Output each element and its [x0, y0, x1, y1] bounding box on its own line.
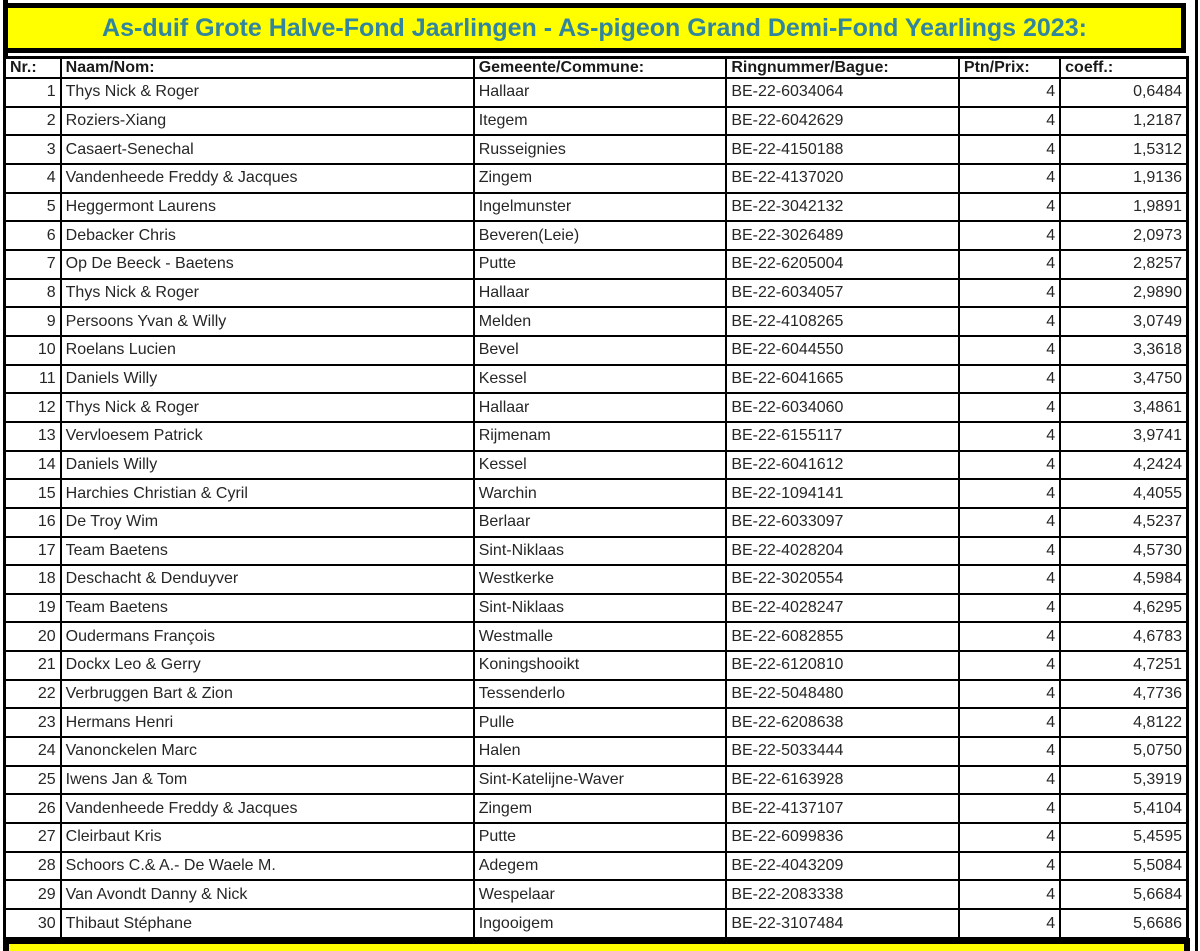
cell-commune: Sint-Niklaas	[474, 594, 727, 623]
cell-name: Team Baetens	[61, 594, 474, 623]
cell-coeff: 3,0749	[1060, 307, 1187, 336]
cell-commune: Pulle	[474, 708, 727, 737]
cell-coeff: 3,9741	[1060, 422, 1187, 451]
table-row	[5, 594, 1188, 623]
cell-ptn: 4	[959, 164, 1060, 193]
cell-ring: BE-22-5048480	[726, 680, 959, 709]
table-row	[5, 651, 1188, 680]
cell-nr: 8	[5, 279, 61, 308]
cell-name: Debacker Chris	[61, 221, 474, 250]
table-row	[5, 794, 1188, 823]
cell-commune: Putte	[474, 250, 727, 279]
table-row	[5, 307, 1188, 336]
cell-nr: 30	[5, 909, 61, 938]
cell-ring: BE-22-6034057	[726, 279, 959, 308]
cell-nr: 28	[5, 852, 61, 881]
cell-commune: Hallaar	[474, 393, 727, 422]
cell-ptn: 4	[959, 622, 1060, 651]
table-row	[5, 365, 1188, 394]
cell-name: Schoors C.& A.- De Waele M.	[61, 852, 474, 881]
cell-ptn: 4	[959, 909, 1060, 938]
cell-name: Vervloesem Patrick	[61, 422, 474, 451]
cell-name: Iwens Jan & Tom	[61, 766, 474, 795]
results-table	[3, 56, 1189, 940]
cell-ptn: 4	[959, 852, 1060, 881]
cell-ring: BE-22-2083338	[726, 880, 959, 909]
cell-ptn: 4	[959, 78, 1060, 107]
cell-commune: Westmalle	[474, 622, 727, 651]
column-header-commune: Gemeente/Commune:	[474, 58, 727, 79]
cell-name: Verbruggen Bart & Zion	[61, 680, 474, 709]
cell-nr: 14	[5, 451, 61, 480]
cell-nr: 6	[5, 221, 61, 250]
cell-ring: BE-22-6041612	[726, 451, 959, 480]
cell-ptn: 4	[959, 508, 1060, 537]
cell-ring: BE-22-4028247	[726, 594, 959, 623]
cell-ptn: 4	[959, 365, 1060, 394]
table-row	[5, 708, 1188, 737]
table-row	[5, 852, 1188, 881]
cell-commune: Melden	[474, 307, 727, 336]
cell-commune: Halen	[474, 737, 727, 766]
table-row	[5, 537, 1188, 566]
cell-ring: BE-22-6042629	[726, 107, 959, 136]
cell-commune: Kessel	[474, 365, 727, 394]
cell-coeff: 2,0973	[1060, 221, 1187, 250]
cell-ring: BE-22-6082855	[726, 622, 959, 651]
title-banner	[3, 3, 1186, 53]
page-title: As-duif Grote Halve-Fond Jaarlingen - As-pigeon Grand Demi-Fond Yearlings 2023:	[102, 13, 1087, 42]
table-row	[5, 479, 1188, 508]
cell-coeff: 3,4750	[1060, 365, 1187, 394]
table-row	[5, 279, 1188, 308]
cell-commune: Kessel	[474, 451, 727, 480]
cell-nr: 25	[5, 766, 61, 795]
cell-ptn: 4	[959, 393, 1060, 422]
cell-ptn: 4	[959, 135, 1060, 164]
column-header-ptn: Ptn/Prix:	[959, 58, 1060, 79]
cell-ring: BE-22-6044550	[726, 336, 959, 365]
cell-coeff: 5,4595	[1060, 823, 1187, 852]
table-row	[5, 622, 1188, 651]
cell-commune: Hallaar	[474, 78, 727, 107]
cell-commune: Berlaar	[474, 508, 727, 537]
cell-coeff: 0,6484	[1060, 78, 1187, 107]
cell-commune: Zingem	[474, 164, 727, 193]
cell-name: Thys Nick & Roger	[61, 279, 474, 308]
cell-ptn: 4	[959, 680, 1060, 709]
table-row	[5, 250, 1188, 279]
cell-name: Vandenheede Freddy & Jacques	[61, 164, 474, 193]
cell-coeff: 1,2187	[1060, 107, 1187, 136]
cell-nr: 24	[5, 737, 61, 766]
table-row	[5, 221, 1188, 250]
cell-coeff: 5,6686	[1060, 909, 1187, 938]
cell-nr: 1	[5, 78, 61, 107]
cell-commune: Itegem	[474, 107, 727, 136]
table-row	[5, 508, 1188, 537]
cell-coeff: 4,6783	[1060, 622, 1187, 651]
cell-name: Op De Beeck - Baetens	[61, 250, 474, 279]
table-row	[5, 880, 1188, 909]
cell-nr: 16	[5, 508, 61, 537]
cell-ptn: 4	[959, 766, 1060, 795]
column-header-nr: Nr.:	[5, 58, 61, 79]
cell-coeff: 4,4055	[1060, 479, 1187, 508]
cell-nr: 23	[5, 708, 61, 737]
cell-ring: BE-22-6034060	[726, 393, 959, 422]
cell-commune: Sint-Niklaas	[474, 537, 727, 566]
cell-ptn: 4	[959, 107, 1060, 136]
table-row	[5, 737, 1188, 766]
cell-nr: 7	[5, 250, 61, 279]
cell-name: Team Baetens	[61, 537, 474, 566]
cell-ring: BE-22-5033444	[726, 737, 959, 766]
table-row	[5, 393, 1188, 422]
cell-commune: Putte	[474, 823, 727, 852]
cell-coeff: 5,0750	[1060, 737, 1187, 766]
cell-nr: 20	[5, 622, 61, 651]
cell-ptn: 4	[959, 537, 1060, 566]
cell-ring: BE-22-6034064	[726, 78, 959, 107]
cell-commune: Ingelmunster	[474, 193, 727, 222]
cell-ptn: 4	[959, 651, 1060, 680]
cell-coeff: 3,3618	[1060, 336, 1187, 365]
cell-ring: BE-22-1094141	[726, 479, 959, 508]
cell-coeff: 5,3919	[1060, 766, 1187, 795]
table-row	[5, 336, 1188, 365]
cell-ptn: 4	[959, 794, 1060, 823]
cell-nr: 10	[5, 336, 61, 365]
cell-ptn: 4	[959, 279, 1060, 308]
cell-coeff: 4,2424	[1060, 451, 1187, 480]
cell-name: Cleirbaut Kris	[61, 823, 474, 852]
cell-ptn: 4	[959, 880, 1060, 909]
cell-ring: BE-22-6163928	[726, 766, 959, 795]
cell-nr: 11	[5, 365, 61, 394]
cell-name: Dockx Leo & Gerry	[61, 651, 474, 680]
cell-ptn: 4	[959, 221, 1060, 250]
cell-ring: BE-22-3107484	[726, 909, 959, 938]
cell-ring: BE-22-4137107	[726, 794, 959, 823]
cell-nr: 9	[5, 307, 61, 336]
cell-ring: BE-22-6041665	[726, 365, 959, 394]
cell-coeff: 4,5984	[1060, 565, 1187, 594]
cell-coeff: 2,9890	[1060, 279, 1187, 308]
cell-name: Daniels Willy	[61, 451, 474, 480]
cell-coeff: 4,8122	[1060, 708, 1187, 737]
cell-name: Thys Nick & Roger	[61, 393, 474, 422]
cell-coeff: 4,7736	[1060, 680, 1187, 709]
cell-coeff: 2,8257	[1060, 250, 1187, 279]
table-row	[5, 451, 1188, 480]
cell-coeff: 1,5312	[1060, 135, 1187, 164]
cell-ring: BE-22-6208638	[726, 708, 959, 737]
cell-commune: Ingooigem	[474, 909, 727, 938]
cell-nr: 3	[5, 135, 61, 164]
table-row	[5, 823, 1188, 852]
table-row	[5, 107, 1188, 136]
cell-nr: 18	[5, 565, 61, 594]
cell-name: Roelans Lucien	[61, 336, 474, 365]
table-row	[5, 422, 1188, 451]
cell-name: Casaert-Senechal	[61, 135, 474, 164]
cell-coeff: 1,9136	[1060, 164, 1187, 193]
cell-coeff: 5,4104	[1060, 794, 1187, 823]
table-row	[5, 680, 1188, 709]
cell-nr: 5	[5, 193, 61, 222]
cell-commune: Adegem	[474, 852, 727, 881]
table-row	[5, 909, 1188, 938]
cell-ring: BE-22-4028204	[726, 537, 959, 566]
cell-nr: 17	[5, 537, 61, 566]
cell-commune: Koningshooikt	[474, 651, 727, 680]
cell-ptn: 4	[959, 823, 1060, 852]
cell-nr: 29	[5, 880, 61, 909]
cell-coeff: 5,6684	[1060, 880, 1187, 909]
cell-commune: Tessenderlo	[474, 680, 727, 709]
results-table-body	[5, 78, 1188, 939]
table-row	[5, 193, 1188, 222]
cell-ring: BE-22-6033097	[726, 508, 959, 537]
cell-ptn: 4	[959, 594, 1060, 623]
table-row	[5, 766, 1188, 795]
cell-nr: 21	[5, 651, 61, 680]
cell-name: Thibaut Stéphane	[61, 909, 474, 938]
cell-ring: BE-22-6205004	[726, 250, 959, 279]
cell-ptn: 4	[959, 193, 1060, 222]
cell-commune: Warchin	[474, 479, 727, 508]
column-header-ring: Ringnummer/Bague:	[726, 58, 959, 79]
cell-commune: Bevel	[474, 336, 727, 365]
cell-commune: Beveren(Leie)	[474, 221, 727, 250]
cell-name: Thys Nick & Roger	[61, 78, 474, 107]
cell-name: Oudermans François	[61, 622, 474, 651]
cell-nr: 4	[5, 164, 61, 193]
cell-name: Vanonckelen Marc	[61, 737, 474, 766]
cell-name: Deschacht & Denduyver	[61, 565, 474, 594]
cell-ring: BE-22-3020554	[726, 565, 959, 594]
next-section-banner-cutoff	[3, 938, 1190, 951]
cell-coeff: 3,4861	[1060, 393, 1187, 422]
cell-nr: 27	[5, 823, 61, 852]
cell-name: Vandenheede Freddy & Jacques	[61, 794, 474, 823]
cell-nr: 26	[5, 794, 61, 823]
cell-ring: BE-22-6099836	[726, 823, 959, 852]
cell-name: Van Avondt Danny & Nick	[61, 880, 474, 909]
cell-ptn: 4	[959, 737, 1060, 766]
cell-ring: BE-22-3026489	[726, 221, 959, 250]
table-row	[5, 78, 1188, 107]
cell-ring: BE-22-4150188	[726, 135, 959, 164]
cell-ptn: 4	[959, 336, 1060, 365]
cell-commune: Wespelaar	[474, 880, 727, 909]
cell-nr: 12	[5, 393, 61, 422]
cell-coeff: 1,9891	[1060, 193, 1187, 222]
cell-coeff: 4,6295	[1060, 594, 1187, 623]
table-header-row	[5, 58, 1188, 79]
cell-commune: Russeignies	[474, 135, 727, 164]
column-header-name: Naam/Nom:	[61, 58, 474, 79]
cell-ptn: 4	[959, 479, 1060, 508]
cell-ring: BE-22-4043209	[726, 852, 959, 881]
cell-coeff: 5,5084	[1060, 852, 1187, 881]
cell-nr: 22	[5, 680, 61, 709]
page-right-border	[1195, 0, 1198, 951]
cell-coeff: 4,5730	[1060, 537, 1187, 566]
cell-name: Persoons Yvan & Willy	[61, 307, 474, 336]
cell-coeff: 4,7251	[1060, 651, 1187, 680]
cell-ring: BE-22-6155117	[726, 422, 959, 451]
cell-ring: BE-22-3042132	[726, 193, 959, 222]
cell-commune: Hallaar	[474, 279, 727, 308]
cell-ring: BE-22-4137020	[726, 164, 959, 193]
cell-nr: 2	[5, 107, 61, 136]
cell-commune: Zingem	[474, 794, 727, 823]
cell-ptn: 4	[959, 422, 1060, 451]
table-row	[5, 135, 1188, 164]
cell-ptn: 4	[959, 451, 1060, 480]
cell-name: Harchies Christian & Cyril	[61, 479, 474, 508]
cell-commune: Westkerke	[474, 565, 727, 594]
table-row	[5, 164, 1188, 193]
cell-nr: 19	[5, 594, 61, 623]
cell-commune: Sint-Katelijne-Waver	[474, 766, 727, 795]
cell-name: De Troy Wim	[61, 508, 474, 537]
table-row	[5, 565, 1188, 594]
column-header-coeff: coeff.:	[1060, 58, 1187, 79]
cell-name: Daniels Willy	[61, 365, 474, 394]
cell-ptn: 4	[959, 565, 1060, 594]
cell-coeff: 4,5237	[1060, 508, 1187, 537]
cell-ptn: 4	[959, 708, 1060, 737]
cell-nr: 15	[5, 479, 61, 508]
cell-name: Roziers-Xiang	[61, 107, 474, 136]
cell-nr: 13	[5, 422, 61, 451]
cell-ring: BE-22-4108265	[726, 307, 959, 336]
cell-ptn: 4	[959, 307, 1060, 336]
cell-ptn: 4	[959, 250, 1060, 279]
cell-name: Heggermont Laurens	[61, 193, 474, 222]
cell-commune: Rijmenam	[474, 422, 727, 451]
cell-name: Hermans Henri	[61, 708, 474, 737]
cell-ring: BE-22-6120810	[726, 651, 959, 680]
